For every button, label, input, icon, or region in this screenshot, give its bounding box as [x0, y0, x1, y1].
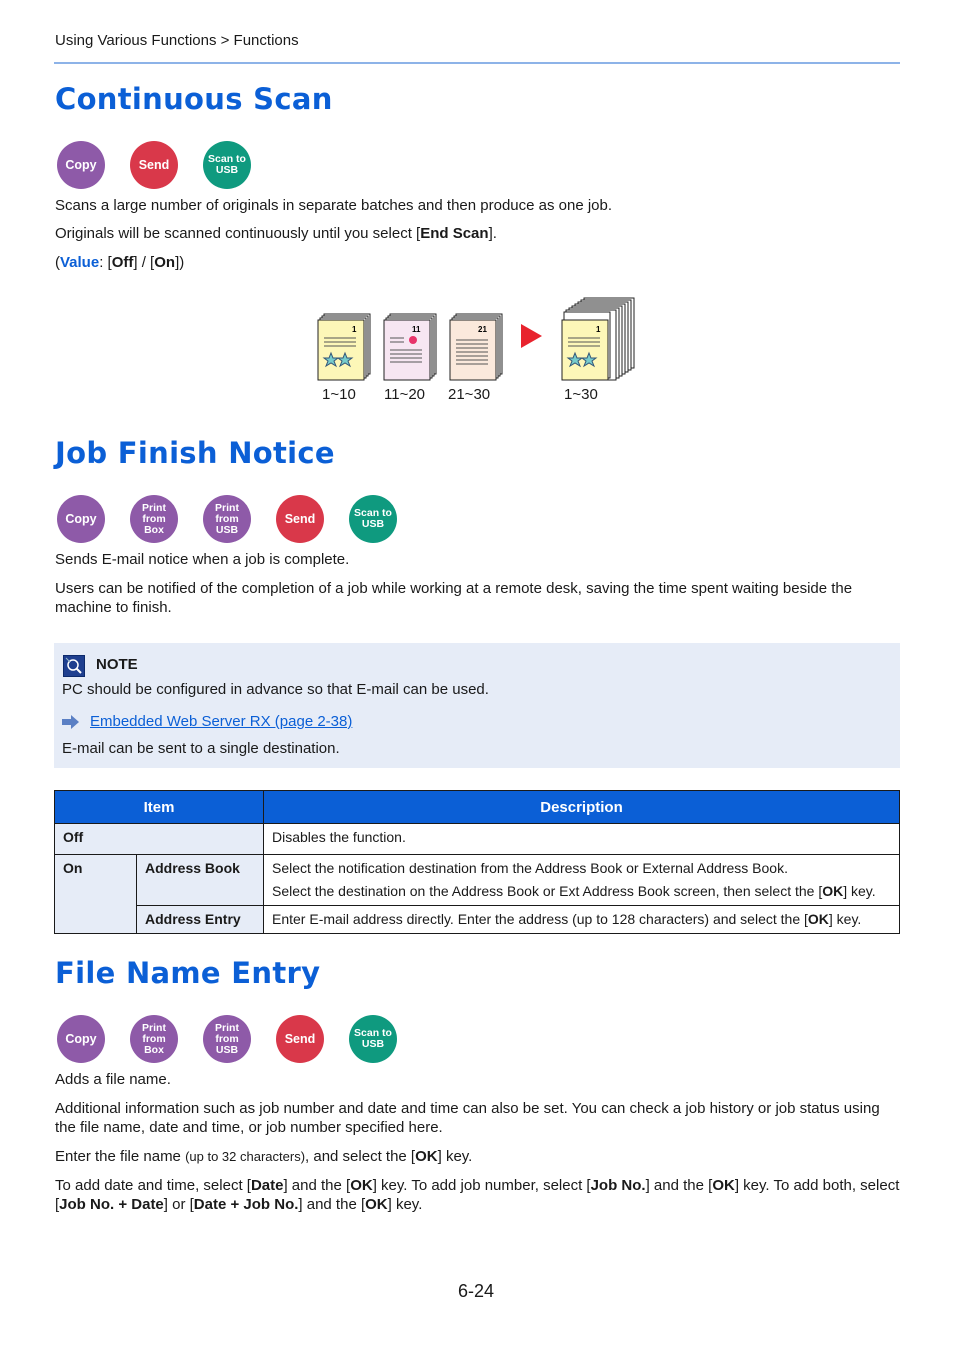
scan-to-usb-badge: Scan to USB [349, 495, 397, 543]
table-row [55, 906, 900, 934]
continuous-scan-desc: Scans a large number of originals in separate batches and then produce as one job. [55, 197, 613, 214]
page-stack-1 [318, 314, 370, 380]
section-title-file-name-entry: File Name Entry [55, 956, 321, 990]
page-stack-3 [450, 314, 502, 380]
row-label-address-entry: Address Entry [137, 906, 264, 934]
svg-text:11: 11 [412, 325, 421, 334]
page-label: 11~20 [384, 386, 426, 403]
page-stack-combined [562, 298, 634, 380]
badge-row-continuous-scan [57, 141, 251, 189]
note-text: PC should be configured in advance so that E-mail can be used. [62, 681, 489, 698]
page-label: 1~30 [564, 386, 598, 403]
send-badge: Send [276, 1015, 324, 1063]
badge-row-file-name [57, 1015, 397, 1063]
svg-text:1: 1 [596, 325, 601, 334]
job-finish-desc2: Users can be notified of the completion of a job while working at a remote desk, saving the time spent waiting beside the machine to finish. [55, 580, 853, 616]
file-name-desc2: Additional information such as job number and date and time can also be set. You can check a job history or job status using the file name, date and time, or job number specified here. [55, 1100, 880, 1136]
embedded-web-server-link[interactable]: Embedded Web Server RX (page 2-38) [90, 713, 353, 730]
row-label-on: On [55, 855, 137, 934]
link-arrow-icon [62, 715, 80, 733]
row-label-off: Off [55, 824, 264, 855]
continuous-scan-diagram [300, 296, 660, 408]
copy-badge: Copy [57, 495, 105, 543]
result-arrow-icon [521, 324, 542, 348]
table-row [55, 855, 900, 906]
table-header-description: Description [264, 791, 900, 824]
send-badge: Send [276, 495, 324, 543]
row-desc-address-book: Select the notification destination from the Address Book or External Address Book. Select the destination on the Address Book or Ext Address Book screen, then select the [OK] key. [264, 855, 900, 906]
page-label: 1~10 [322, 386, 356, 403]
print-from-usb-badge: Print from USB [203, 495, 251, 543]
table-header-item: Item [55, 791, 264, 824]
page-number: 6-24 [458, 1281, 495, 1301]
svg-text:1: 1 [352, 325, 357, 334]
note-box [54, 643, 900, 768]
send-badge: Send [130, 141, 178, 189]
row-label-address-book: Address Book [137, 855, 264, 906]
note-title: NOTE [96, 656, 138, 673]
copy-badge: Copy [57, 141, 105, 189]
print-from-box-badge: Print from Box [130, 1015, 178, 1063]
row-desc-address-entry: Enter E-mail address directly. Enter the address (up to 128 characters) and select the [OK] key. [264, 906, 900, 934]
scan-to-usb-badge: Scan to USB [349, 1015, 397, 1063]
continuous-scan-desc2: Originals will be scanned continuously until you select [End Scan]. [55, 225, 497, 242]
header-rule [54, 62, 900, 64]
job-finish-desc: Sends E-mail notice when a job is complete. [55, 551, 350, 568]
copy-badge: Copy [57, 1015, 105, 1063]
page-label: 21~30 [448, 386, 491, 403]
page-stack-2 [384, 314, 436, 380]
badge-row-job-finish [57, 495, 397, 543]
table-row [55, 824, 900, 855]
note-text: E-mail can be sent to a single destination. [62, 740, 340, 757]
row-desc-off: Disables the function. [264, 824, 900, 855]
breadcrumb: Using Various Functions > Functions [55, 32, 299, 49]
continuous-scan-values: (Value: [Off] / [On]) [55, 254, 185, 271]
file-name-desc: Adds a file name. [55, 1071, 171, 1088]
note-icon [63, 655, 85, 677]
file-name-desc4: To add date and time, select [Date] and the [OK] key. To add job number, select [Job No.] and the [OK] key. To add both, select [Job No. + Date] or [Date + Job No.] and the [OK] key. [55, 1177, 900, 1213]
section-title-continuous-scan: Continuous Scan [55, 82, 333, 116]
print-from-box-badge: Print from Box [130, 495, 178, 543]
print-from-usb-badge: Print from USB [203, 1015, 251, 1063]
svg-text:21: 21 [478, 325, 487, 334]
job-finish-settings-table [54, 790, 900, 934]
file-name-desc3: Enter the file name (up to 32 characters), and select the [OK] key. [55, 1148, 473, 1165]
scan-to-usb-badge: Scan to USB [203, 141, 251, 189]
section-title-job-finish-notice: Job Finish Notice [55, 436, 335, 470]
